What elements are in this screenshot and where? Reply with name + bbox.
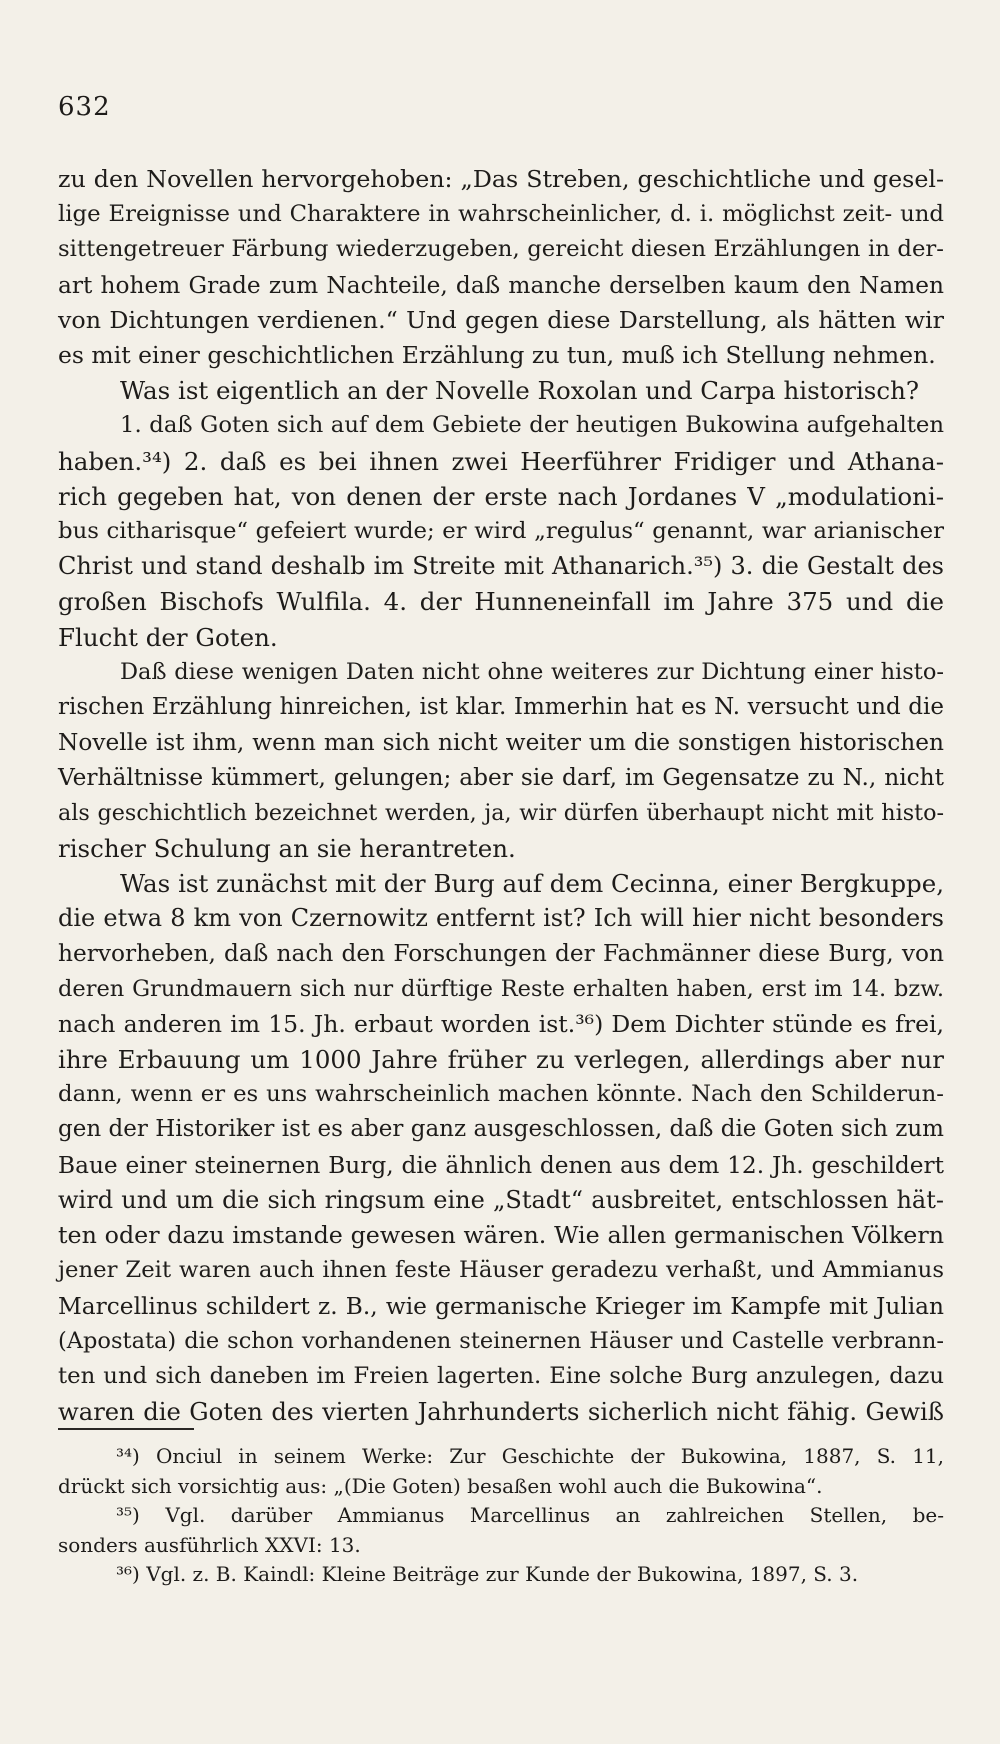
- text-line: Was ist zunächst mit der Burg auf dem Cecinna, einer Bergkuppe,: [120, 869, 944, 899]
- text-line: lige Ereignisse und Charaktere in wahrscheinlicher, d. i. möglichst zeit- und: [58, 201, 944, 228]
- footnote: [58, 1442, 944, 1501]
- page-number: 632: [58, 92, 111, 122]
- text-line: jener Zeit waren auch ihnen feste Häuser geradezu verhaßt, und Ammianus: [58, 1257, 944, 1284]
- footnote-line: sonders ausführlich XXVI: 13.: [58, 1532, 361, 1557]
- text-line: 1. daß Goten sich auf dem Gebiete der heutigen Bukowina aufgehalten: [120, 412, 944, 439]
- paragraph: [58, 373, 944, 408]
- text-line: ten oder dazu imstande gewesen wären. Wie allen germanischen Völkern: [58, 1221, 944, 1250]
- text-line: gen der Historiker ist es aber ganz ausgeschlossen, daß die Goten sich zum: [58, 1116, 944, 1143]
- text-line: rich gegeben hat, von denen der erste nach Jordanes V „modulationi-: [58, 481, 944, 511]
- text-line: wird und um die sich ringsum eine „Stadt“ ausbreitet, entschlossen hät-: [58, 1185, 944, 1214]
- text-line: Marcellinus schildert z. B., wie germanische Krieger im Kampfe mit Julian: [58, 1292, 944, 1320]
- body-text: [58, 162, 944, 1429]
- paragraph: [58, 408, 944, 654]
- text-line: Daß diese wenigen Daten nicht ohne weiteres zur Dichtung einer histo-: [120, 658, 944, 685]
- text-line: hervorheben, daß nach den Forschungen der Fachmänner diese Burg, von: [58, 940, 944, 968]
- text-line: von Dichtungen verdienen.“ Und gegen diese Darstellung, als hätten wir: [58, 305, 944, 334]
- text-line: es mit einer geschichtlichen Erzählung zu tun, muß ich Stellung nehmen.: [58, 341, 936, 370]
- text-line: rischen Erzählung hinreichen, ist klar. Immerhin hat es N. versucht und die: [58, 694, 944, 721]
- text-line: rischer Schulung an sie herantreten.: [58, 833, 516, 863]
- paragraph: [58, 655, 944, 866]
- text-line: art hohem Grade zum Nachteile, daß manche derselben kaum den Namen: [58, 271, 944, 299]
- text-line: großen Bischofs Wulfila. 4. der Hunneneinfall im Jahre 375 und die: [58, 587, 944, 617]
- text-line: deren Grundmauern sich nur dürftige Reste erhalten haben, erst im 14. bzw.: [58, 975, 944, 1002]
- footnote-divider: [58, 1428, 194, 1430]
- text-line: die etwa 8 km von Czernowitz entfernt ist? Ich will hier nicht besonders: [58, 904, 944, 933]
- text-line: haben.³⁴) 2. daß es bei ihnen zwei Heerführer Fridiger und Athana-: [58, 446, 944, 476]
- footnote-line: drückt sich vorsichtig aus: „(Die Goten) besaßen wohl auch die Bukowina“.: [58, 1473, 823, 1498]
- text-line: nach anderen im 15. Jh. erbaut worden ist.³⁶) Dem Dichter stünde es frei,: [58, 1009, 944, 1038]
- text-line: (Apostata) die schon vorhandenen steinernen Häuser und Castelle verbrann-: [58, 1327, 944, 1354]
- text-line: als geschichtlich bezeichnet werden, ja, wir dürfen überhaupt nicht mit histo-: [58, 799, 944, 826]
- text-line: Was ist eigentlich an der Novelle Roxolan und Carpa historisch?: [120, 376, 919, 406]
- footnote-line: ³⁶) Vgl. z. B. Kaindl: Kleine Beiträge zur Kunde der Bukowina, 1897, S. 3.: [116, 1562, 859, 1586]
- footnote-line: ³⁴) Onciul in seinem Werke: Zur Geschichte der Bukowina, 1887, S. 11,: [116, 1444, 944, 1468]
- paragraph: [58, 866, 944, 1429]
- text-line: waren die Goten des vierten Jahrhunderts sicherlich nicht fähig. Gewiß: [58, 1397, 944, 1427]
- text-line: dann, wenn er es uns wahrscheinlich machen könnte. Nach den Schilderun-: [58, 1081, 944, 1108]
- text-line: Baue einer steinernen Burg, die ähnlich denen aus dem 12. Jh. geschildert: [58, 1151, 944, 1179]
- text-line: sittengetreuer Färbung wiederzugeben, gereicht diesen Erzählungen in der-: [58, 236, 944, 263]
- text-line: ten und sich daneben im Freien lagerten. Eine solche Burg anzulegen, dazu: [58, 1362, 944, 1389]
- footnotes: [58, 1442, 944, 1590]
- text-line: Christ und stand deshalb im Streite mit Athanarich.³⁵) 3. die Gestalt des: [58, 552, 944, 581]
- text-line: Flucht der Goten.: [58, 622, 278, 652]
- paragraph: [58, 162, 944, 373]
- text-line: ihre Erbauung um 1000 Jahre früher zu verlegen, allerdings aber nur: [58, 1045, 944, 1075]
- footnote: [58, 1501, 944, 1560]
- text-line: zu den Novellen hervorgehoben: „Das Streben, geschichtliche und gesel-: [58, 165, 944, 193]
- footnote-line: ³⁵) Vgl. darüber Ammianus Marcellinus an zahlreichen Stellen, be-: [116, 1503, 944, 1527]
- footnote: [58, 1560, 944, 1590]
- text-line: Novelle ist ihm, wenn man sich nicht weiter um die sonstigen historischen: [58, 729, 944, 757]
- text-line: Verhältnisse kümmert, gelungen; aber sie darf, im Gegensatze zu N., nicht: [58, 764, 944, 792]
- text-line: bus citharisque“ gefeiert wurde; er wird „regulus“ genannt, war arianischer: [58, 518, 944, 545]
